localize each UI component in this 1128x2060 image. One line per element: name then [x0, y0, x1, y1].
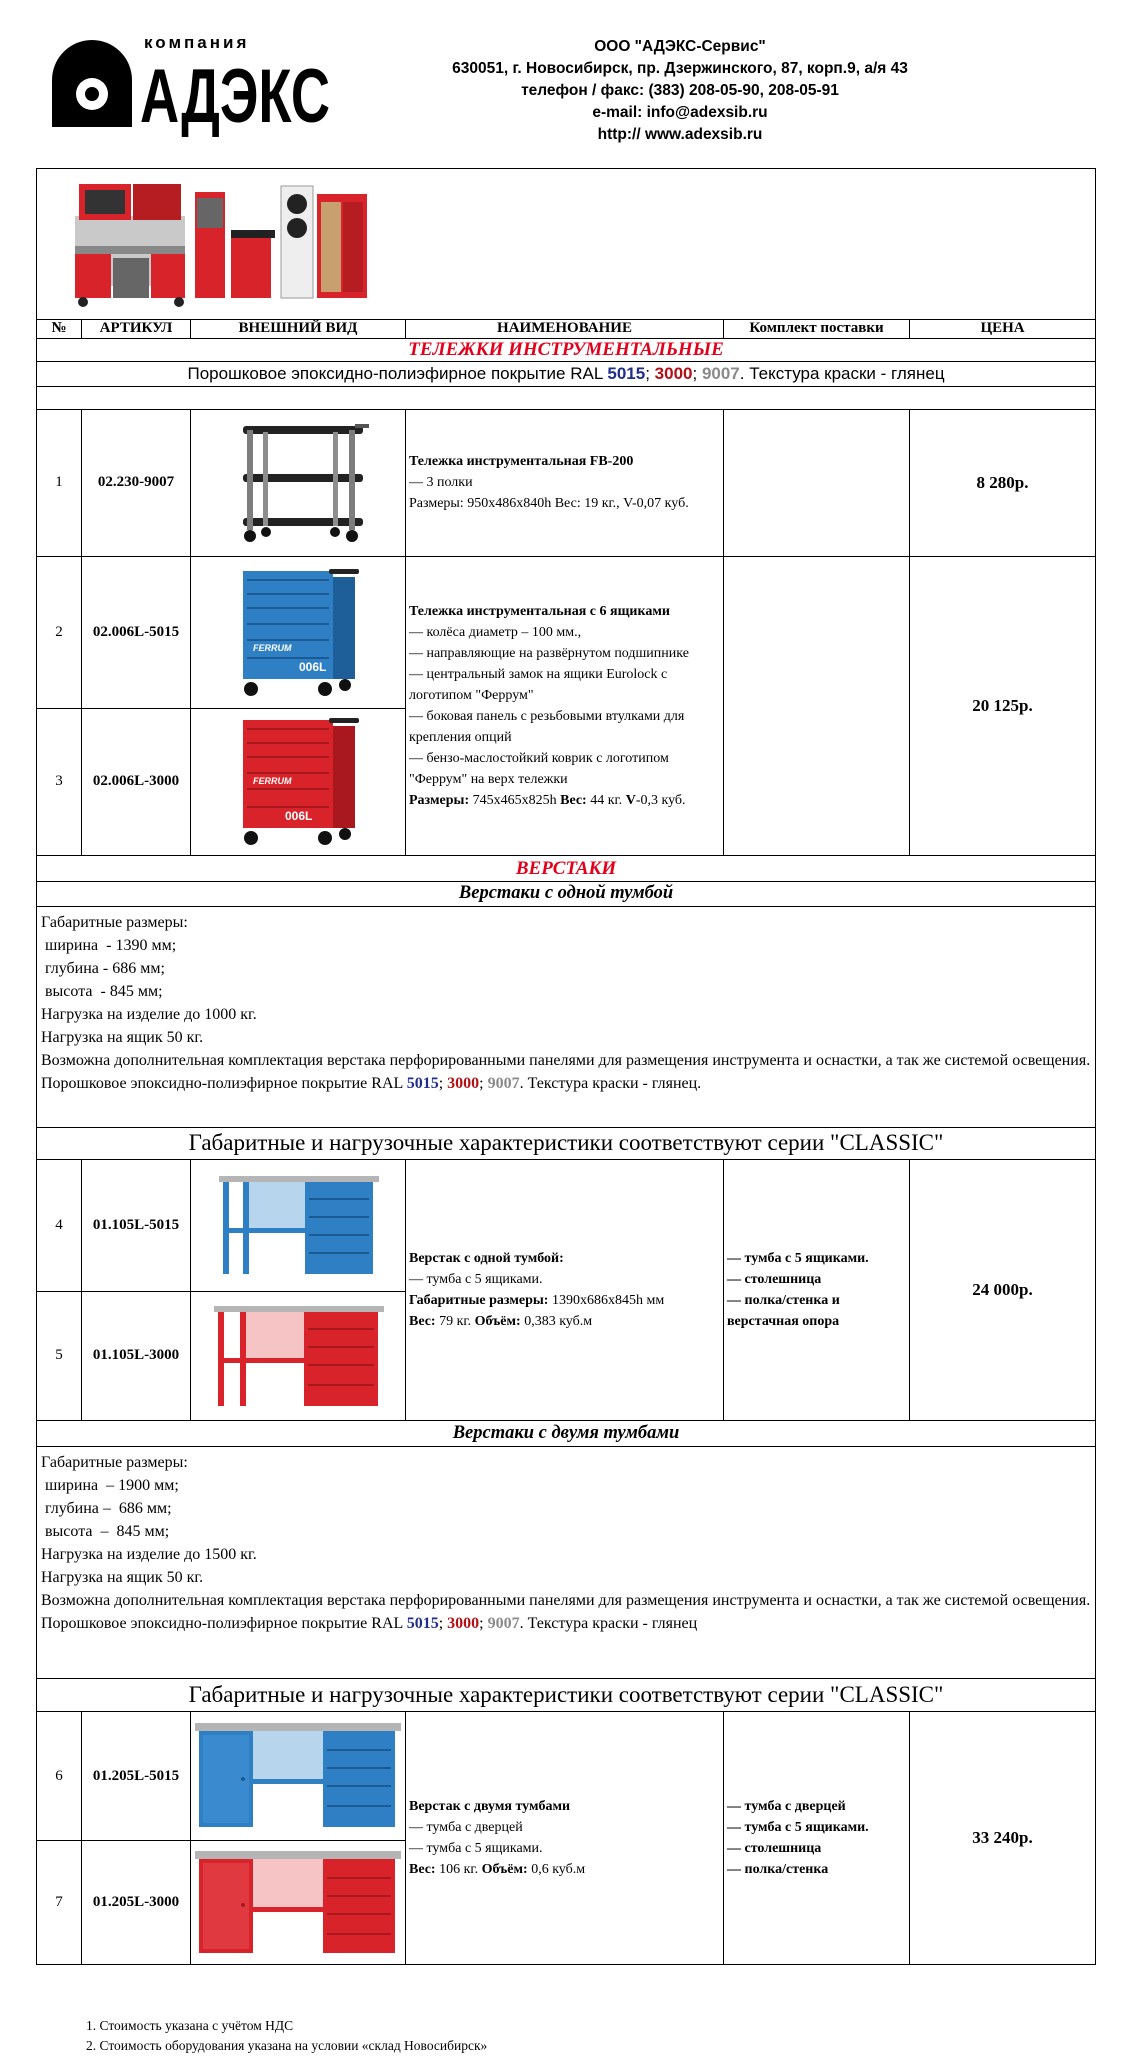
row-name: Тележка инструментальная FB-200 — 3 полки Размеры: 950х486х840h Вес: 19 кг., V-0,07 куб. — [406, 409, 724, 556]
table-row — [37, 1160, 1096, 1292]
company-logo — [52, 32, 332, 139]
column-headers — [37, 319, 1096, 338]
section-title-workbenches: ВЕРСТАКИ — [37, 856, 1096, 881]
footer-note-vat: 1. Стоимость указана с учётом НДС — [86, 2018, 294, 2033]
classic-series-note-single: Габаритные и нагрузочные характеристики соответствуют серии "CLASSIC" — [37, 1127, 1096, 1159]
col-header-kit: Комплект поставки — [724, 319, 910, 338]
price-table — [36, 168, 1096, 1965]
subtitle-double-workbench: Верстаки с двумя тумбами — [37, 1421, 1096, 1446]
spacer-row — [37, 386, 1096, 409]
company-info — [430, 36, 930, 146]
company-email: e-mail: info@adexsib.ru — [592, 104, 768, 121]
svg-text:FERRUM: FERRUM — [253, 642, 292, 653]
row-kit-double-workbench: — тумба с дверцей — тумба с 5 ящиками. — столешница — полка/стенка — [724, 1711, 910, 1964]
company-name: ООО "АДЭКС-Сервис" — [594, 38, 766, 55]
row-image — [191, 1711, 406, 1841]
hero-image-cell — [37, 169, 1096, 320]
row-num: 2 — [37, 556, 82, 708]
row-price: 33 240р. — [910, 1711, 1096, 1964]
trolley-fb200-image — [223, 418, 373, 548]
table-row — [37, 409, 1096, 556]
svg-text:FERRUM: FERRUM — [253, 776, 292, 787]
row-name-trolley-006l: Тележка инструментальная с 6 ящиками — колёса диаметр – 100 мм., — направляющие на развёрнутом подшипнике — центральный замок на ящики Eurolock с логотипом "Феррум" — боковая панель с резьбовыми втулками для крепления опций — бензо-маслостойкий коврик с логотипом "Феррум" на верх тележки Размеры: 745х465х825h Вес: 44 кг. V-0,3 куб. — [406, 556, 724, 856]
svg-text:006L: 006L — [285, 809, 313, 824]
footer-note-terms: 2. Стоимость оборудования указана на условии «склад Новосибирск» — [86, 2038, 488, 2053]
col-header-num: № — [37, 319, 82, 338]
coating-line: Порошковое эпоксидно-полиэфирное покрытие RAL 5015; 3000; 9007. Текстура краски - глянец — [37, 362, 1096, 386]
col-header-name: НАИМЕНОВАНИЕ — [406, 319, 724, 338]
row-name-double-workbench: Верстак с двумя тумбами — тумба с дверцей — тумба с 5 ящиками. Вес: 106 кг. Объём: 0,6 куб.м — [406, 1711, 724, 1964]
trolley-006l-red-image — [233, 714, 363, 849]
workbench-single-red-image — [208, 1298, 388, 1413]
row-num: 7 — [37, 1841, 82, 1965]
row-kit — [724, 409, 910, 556]
row-image — [191, 409, 406, 556]
row-num: 3 — [37, 708, 82, 856]
row-kit — [724, 556, 910, 856]
section-title-trolleys: ТЕЛЕЖКИ ИНСТРУМЕНТАЛЬНЫЕ — [37, 339, 1096, 362]
company-phone: телефон / факс: (383) 208-05-90, 208-05-91 — [521, 82, 839, 99]
row-article: 01.105L-3000 — [82, 1291, 191, 1421]
row-image — [191, 1160, 406, 1292]
row-article: 01.205L-3000 — [82, 1841, 191, 1965]
table-row — [37, 1711, 1096, 1841]
row-price: 24 000р. — [910, 1160, 1096, 1421]
col-header-price: ЦЕНА — [910, 319, 1096, 338]
row-article: 02.230-9007 — [82, 409, 191, 556]
row-article: 01.105L-5015 — [82, 1160, 191, 1292]
classic-series-note-double: Габаритные и нагрузочные характеристики соответствуют серии "CLASSIC" — [37, 1679, 1096, 1711]
col-header-view: ВНЕШНИЙ ВИД — [191, 319, 406, 338]
trolley-006l-blue-image — [233, 565, 363, 700]
col-header-article: АРТИКУЛ — [82, 319, 191, 338]
row-price: 8 280р. — [910, 409, 1096, 556]
logo-small-text: компания — [144, 33, 250, 52]
row-image — [191, 556, 406, 708]
row-kit-single-workbench: — тумба с 5 ящиками. — столешница — полка/стенка и верстачная опора — [724, 1160, 910, 1421]
subtitle-single-workbench: Верстаки с одной тумбой — [37, 881, 1096, 906]
double-workbench-description: Габаритные размеры: ширина – 1900 мм; глубина – 686 мм; высота – 845 мм; Нагрузка на изделие до 1500 кг. Нагрузка на ящик 50 кг. Возможна дополнительная комплектация верстака перфорированными панелями для размещения инструмента и оснастки, а так же системой освещения. Порошковое эпоксидно-полиэфирное покрытие RAL 5015; 3000; 9007. Текстура краски - глянец — [37, 1446, 1096, 1679]
footer-notes — [86, 2016, 487, 2056]
logo-big-text: АДЭКС — [140, 54, 330, 139]
table-row — [37, 556, 1096, 708]
row-num: 6 — [37, 1711, 82, 1841]
hero-workshop-image — [71, 176, 391, 311]
workbench-double-red-image — [193, 1847, 403, 1959]
row-article: 01.205L-5015 — [82, 1711, 191, 1841]
workbench-single-blue-image — [213, 1168, 383, 1283]
row-price: 20 125р. — [910, 556, 1096, 856]
company-address: 630051, г. Новосибирск, пр. Дзержинского, 87, корп.9, а/я 43 — [452, 60, 908, 77]
svg-text:006L: 006L — [299, 659, 327, 674]
row-num: 1 — [37, 409, 82, 556]
single-workbench-description: Габаритные размеры: ширина - 1390 мм; глубина - 686 мм; высота - 845 мм; Нагрузка на изделие до 1000 кг. Нагрузка на ящик 50 кг. Возможна дополнительная комплектация верстака перфорированными панелями для размещения инструмента и оснастки, а так же системой освещения. Порошковое эпоксидно-полиэфирное покрытие RAL 5015; 3000; 9007. Текстура краски - глянец. — [37, 906, 1096, 1127]
row-image — [191, 708, 406, 856]
row-image — [191, 1841, 406, 1965]
workbench-double-blue-image — [193, 1717, 403, 1835]
row-image — [191, 1291, 406, 1421]
row-name-single-workbench: Верстак с одной тумбой: — тумба с 5 ящиками. Габаритные размеры: 1390х686х845h мм Вес: 79 кг. Объём: 0,383 куб.м — [406, 1160, 724, 1421]
row-article: 02.006L-3000 — [82, 708, 191, 856]
row-article: 02.006L-5015 — [82, 556, 191, 708]
company-site: http:// www.adexsib.ru — [597, 126, 763, 143]
row-num: 5 — [37, 1291, 82, 1421]
row-num: 4 — [37, 1160, 82, 1292]
